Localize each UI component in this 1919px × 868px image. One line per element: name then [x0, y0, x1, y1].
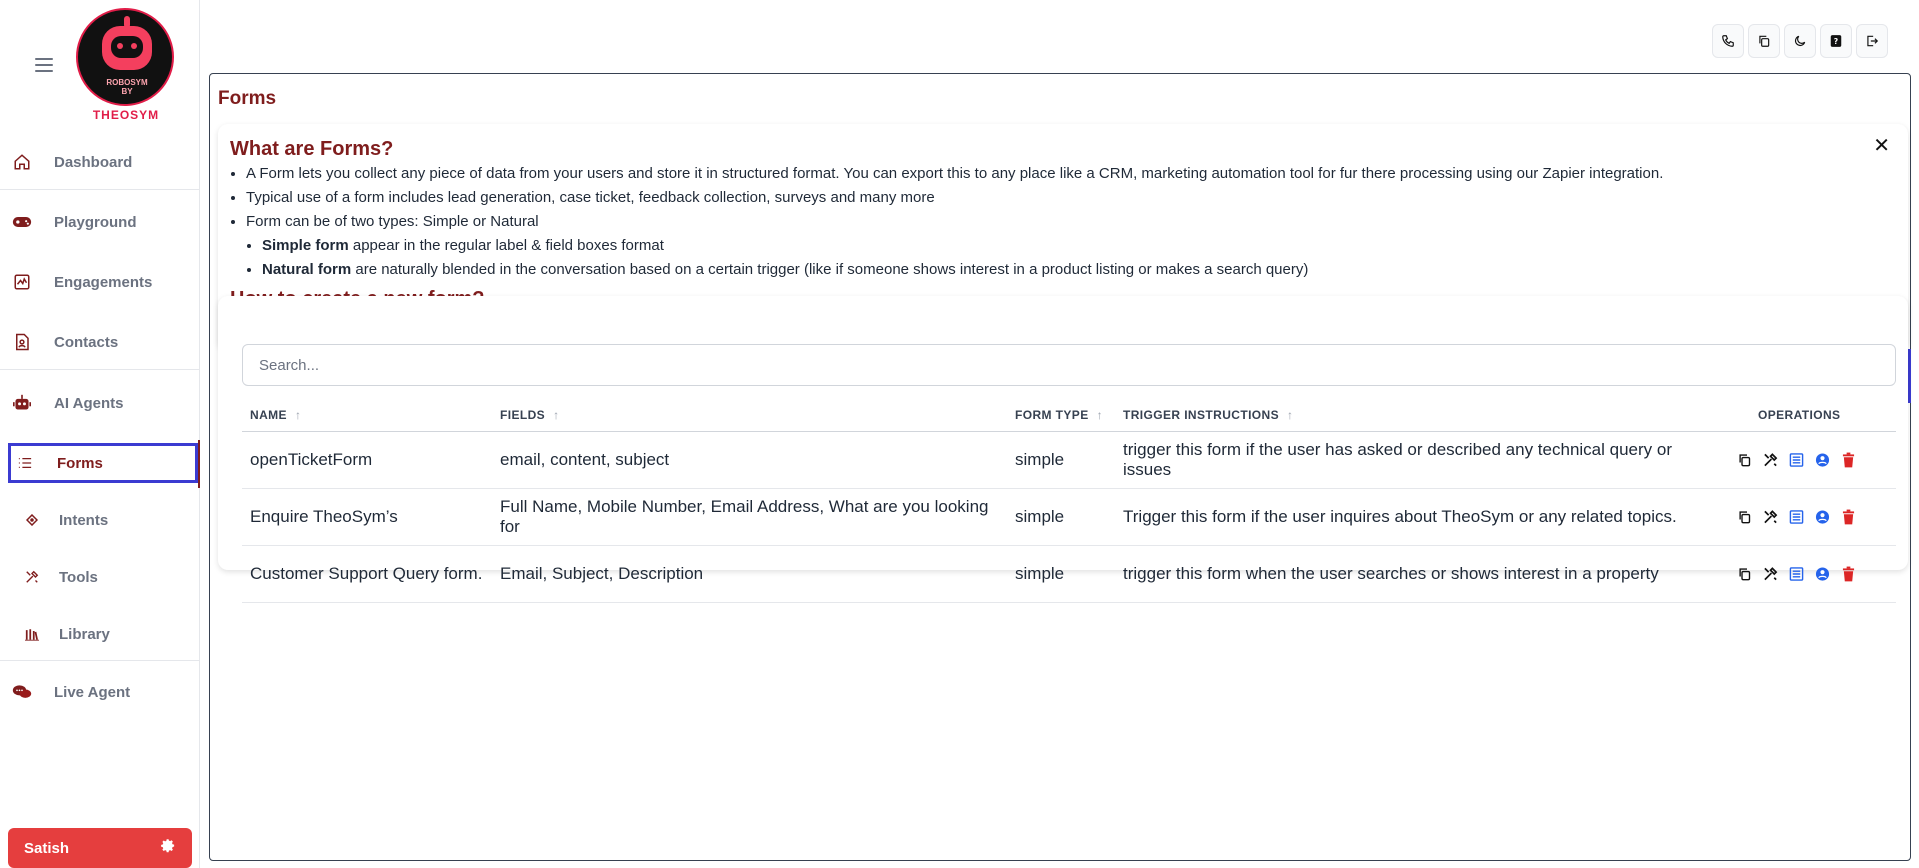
top-toolbar	[1712, 24, 1888, 58]
cell-trigger: Trigger this form if the user inquires about TheoSym or any related topics.	[1123, 507, 1677, 526]
table-header	[242, 398, 1896, 432]
sort-arrow-icon: ↑	[294, 408, 302, 422]
column-header-name[interactable]: NAME ↑	[250, 408, 302, 422]
svg-text:?: ?	[1833, 36, 1839, 46]
user-icon[interactable]	[1814, 509, 1831, 526]
cell-form-type: simple	[1015, 564, 1065, 583]
phone-icon[interactable]	[1712, 24, 1744, 58]
sidebar-item-playground[interactable]	[8, 202, 198, 242]
sidebar-item-label: Tools	[59, 568, 98, 586]
sidebar-item-live-agent[interactable]	[8, 672, 198, 712]
home-icon	[12, 152, 32, 172]
menu-icon[interactable]	[35, 58, 53, 72]
copy-icon[interactable]	[1748, 24, 1780, 58]
info-sub-bullet: • Natural form are naturally blended in the conversation based on a certain trigger (like if someone shows interest in a product listing or makes a search query)	[262, 258, 1896, 282]
column-header-fields[interactable]: FIELDS ↑	[500, 408, 560, 422]
sidebar-item-label: Intents	[59, 511, 109, 529]
form-icon[interactable]	[1788, 509, 1805, 526]
cell-fields: Full Name, Mobile Number, Email Address, What are you looking for	[500, 497, 989, 536]
user-name: Satish	[24, 839, 70, 857]
cell-form-type: simple	[1015, 450, 1065, 469]
sidebar-item-contacts[interactable]	[8, 322, 198, 362]
cell-fields: email, content, subject	[500, 450, 670, 469]
user-menu-button[interactable]	[8, 828, 192, 868]
sidebar-item-engagements[interactable]	[8, 262, 198, 302]
tools-icon[interactable]	[1762, 566, 1779, 583]
table-row	[242, 546, 1896, 603]
close-icon[interactable]: ✕	[1873, 135, 1890, 157]
gamepad-icon	[12, 212, 32, 232]
tools-icon[interactable]	[1762, 509, 1779, 526]
robot-icon	[12, 393, 32, 413]
sidebar-item-dashboard[interactable]	[8, 142, 198, 182]
user-icon[interactable]	[1814, 566, 1831, 583]
cell-trigger: trigger this form when the user searches or shows interest in a property	[1123, 564, 1659, 583]
search-input[interactable]	[242, 344, 1896, 386]
sort-arrow-icon: ↑	[1287, 408, 1294, 422]
sidebar-item-ai-agents[interactable]	[8, 383, 198, 423]
row-operations	[1736, 566, 1857, 583]
help-icon[interactable]	[1820, 24, 1852, 58]
tools-icon[interactable]	[1762, 452, 1779, 469]
trash-icon[interactable]	[1840, 452, 1857, 469]
chat-icon	[12, 682, 32, 702]
forms-table-card	[218, 296, 1908, 583]
sidebar-item-library[interactable]	[8, 614, 198, 654]
trash-icon[interactable]	[1840, 509, 1857, 526]
diamond-icon	[22, 510, 42, 530]
logout-icon[interactable]	[1856, 24, 1888, 58]
cell-trigger: trigger this form if the user has asked or described any technical query or issues	[1123, 440, 1672, 479]
info-bullet: • Typical use of a form includes lead generation, case ticket, feedback collection, surveys and many more	[246, 186, 1896, 210]
column-header-operations: OPERATIONS	[1758, 408, 1841, 422]
sidebar-item-label: AI Agents	[54, 394, 124, 412]
row-operations	[1736, 452, 1857, 469]
sidebar-item-forms[interactable]	[8, 443, 198, 483]
sidebar-item-label: Engagements	[54, 273, 153, 291]
sidebar-item-label: Live Agent	[54, 683, 131, 701]
cell-name: openTicketForm	[250, 450, 373, 469]
active-indicator	[198, 440, 200, 488]
info-sublist	[262, 234, 1896, 282]
cell-fields: Email, Subject, Description	[500, 564, 704, 583]
sidebar-item-intents[interactable]	[8, 500, 198, 540]
sidebar-item-label: Playground	[54, 213, 137, 231]
contact-icon	[12, 332, 32, 352]
sidebar-item-label: Forms	[57, 454, 103, 472]
copy-icon[interactable]	[1736, 509, 1753, 526]
row-operations	[1736, 509, 1857, 526]
forms-table	[242, 398, 1896, 603]
info-bullet: • A Form lets you collect any piece of data from your users and store it in structured format. You can export this to any place like a CRM, marketing automation tool for fur there processing using our Zapier integration.	[246, 162, 1896, 186]
main-panel	[209, 73, 1911, 861]
column-header-trigger[interactable]: TRIGGER INSTRUCTIONS ↑	[1123, 408, 1294, 422]
library-icon	[22, 624, 42, 644]
list-icon	[15, 453, 35, 473]
sidebar-item-label: Dashboard	[54, 153, 133, 171]
info-bullet: • Form can be of two types: Simple or Natural	[246, 210, 1896, 234]
logo: ROBOSYM BY THEOSYM	[76, 8, 176, 120]
cell-name: Enquire TheoSym’s	[250, 507, 398, 526]
table-row	[242, 489, 1896, 546]
gear-icon[interactable]	[161, 838, 176, 858]
form-icon[interactable]	[1788, 452, 1805, 469]
info-sub-bullet: • Simple form appear in the regular label & field boxes format	[262, 234, 1896, 258]
copy-icon[interactable]	[1736, 452, 1753, 469]
table-row	[242, 432, 1896, 489]
sidebar-item-label: Library	[59, 625, 110, 643]
info-heading: What are Forms?	[230, 138, 394, 160]
cell-name: Customer Support Query form.	[250, 564, 483, 583]
sidebar-item-label: Contacts	[54, 333, 119, 351]
sort-arrow-icon: ↑	[553, 408, 560, 422]
copy-icon[interactable]	[1736, 566, 1753, 583]
column-header-form-type[interactable]: FORM TYPE ↑	[1015, 408, 1104, 422]
sort-arrow-icon: ↑	[1096, 408, 1104, 422]
user-icon[interactable]	[1814, 452, 1831, 469]
form-icon[interactable]	[1788, 566, 1805, 583]
moon-icon[interactable]	[1784, 24, 1816, 58]
tools-icon	[22, 567, 42, 587]
info-list	[246, 162, 1896, 234]
sidebar-item-tools[interactable]	[8, 557, 198, 597]
cell-form-type: simple	[1015, 507, 1065, 526]
chart-icon	[12, 272, 32, 292]
page-title: Forms	[218, 88, 277, 109]
sidebar	[0, 0, 200, 868]
trash-icon[interactable]	[1840, 566, 1857, 583]
